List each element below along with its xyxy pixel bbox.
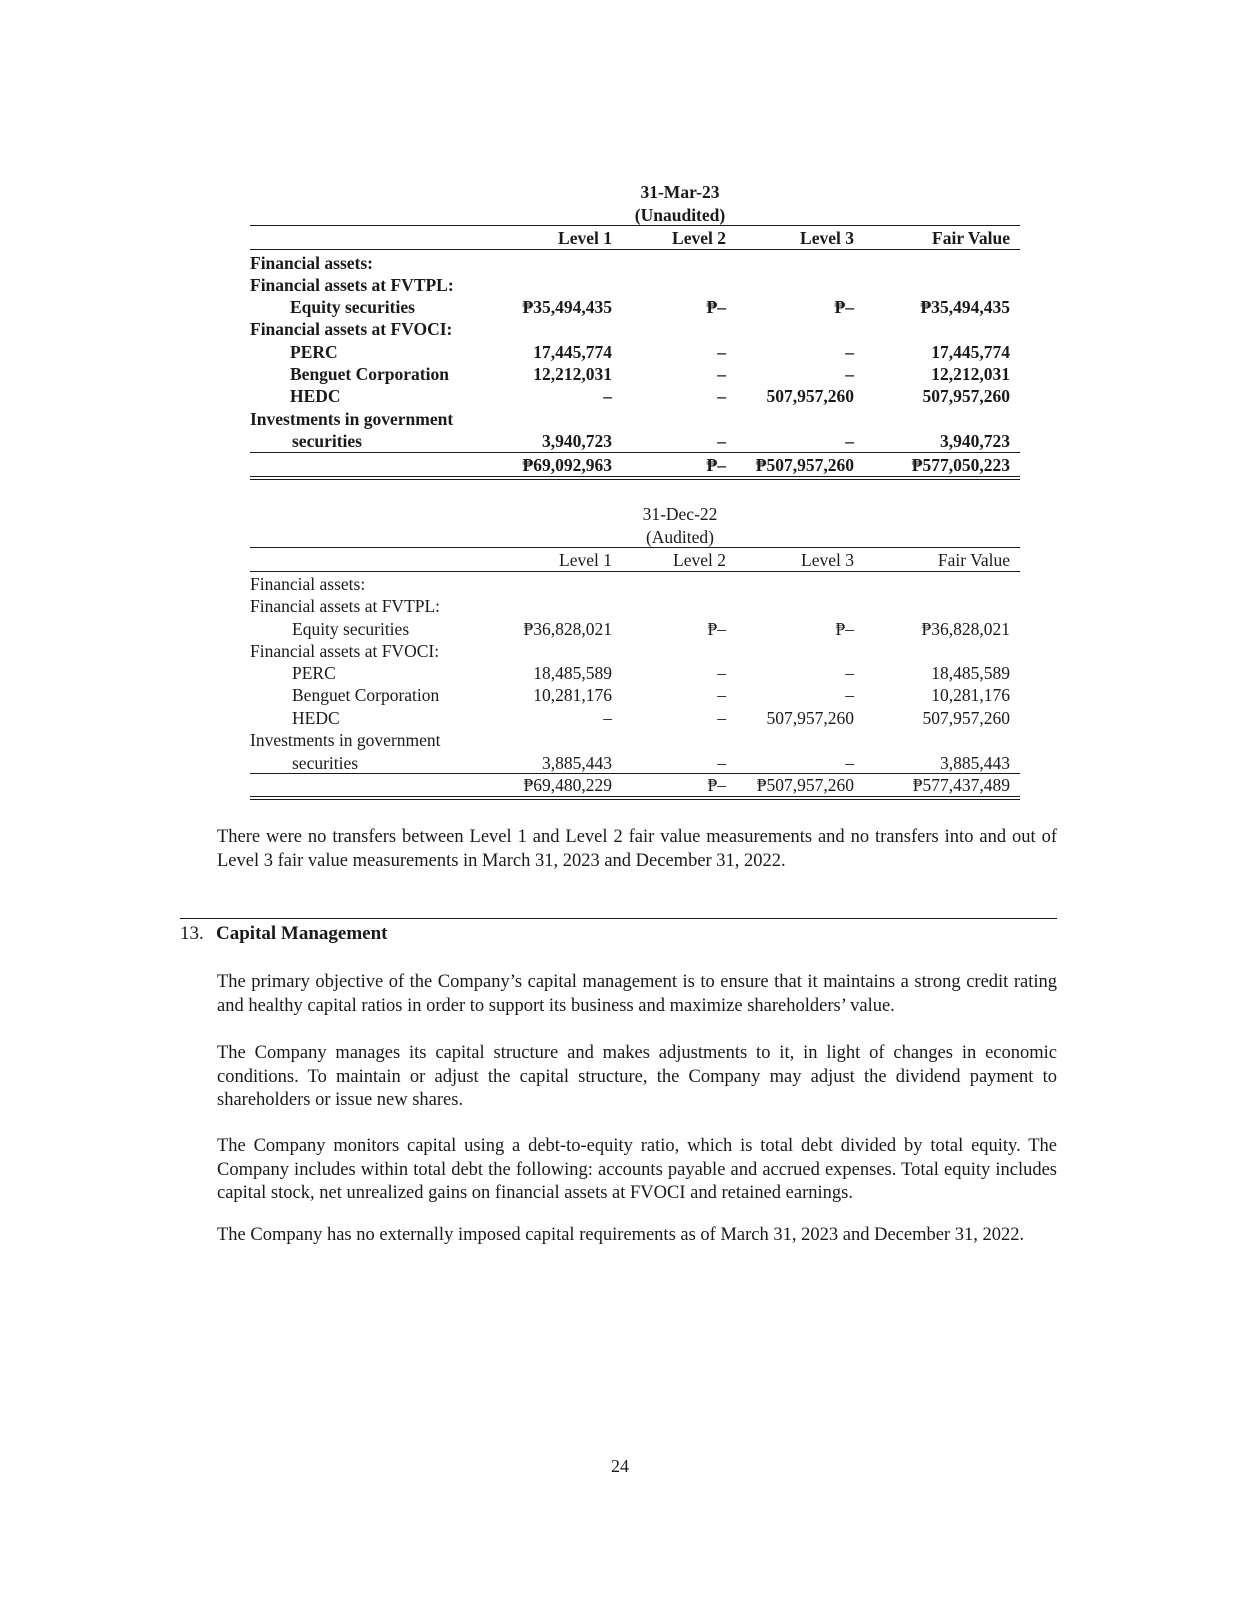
cell-value: – xyxy=(845,431,854,451)
total-value: ₱507,957,260 xyxy=(756,775,854,795)
cell-value: 12,212,031 xyxy=(931,364,1010,384)
column-header-rule xyxy=(250,249,1020,250)
cell-value: ₱35,494,435 xyxy=(920,297,1010,317)
subtotal-rule xyxy=(250,773,1020,774)
cell-value: – xyxy=(717,364,726,384)
cell-value: ₱35,494,435 xyxy=(522,297,612,317)
column-header-level-1: Level 1 xyxy=(559,550,612,570)
cell-value: – xyxy=(717,753,726,773)
total-value: ₱– xyxy=(707,775,726,795)
section-label: Financial assets at FVOCI: xyxy=(250,641,440,661)
section-heading xyxy=(180,923,388,945)
row-label: PERC xyxy=(292,663,336,683)
cell-value: 18,485,589 xyxy=(931,663,1010,683)
column-header-level-2: Level 2 xyxy=(672,228,726,248)
section-label: Financial assets: xyxy=(250,574,366,594)
total-double-rule xyxy=(250,476,1020,480)
section-label: Investments in government xyxy=(250,409,454,429)
cell-value: 3,885,443 xyxy=(940,753,1010,773)
table-date: 31-Dec-22 xyxy=(642,504,718,524)
cell-value: – xyxy=(717,386,726,406)
cell-value: – xyxy=(717,685,726,705)
total-double-rule xyxy=(250,796,1020,800)
column-header-level-2: Level 2 xyxy=(673,550,726,570)
cell-value: ₱– xyxy=(706,297,726,317)
section-divider xyxy=(180,918,1057,919)
column-header-rule xyxy=(250,571,1020,572)
total-value: ₱– xyxy=(706,455,726,475)
cell-value: – xyxy=(717,431,726,451)
transfers-note: There were no transfers between Level 1 and Level 2 fair value measurements and no transfers into and out of Level 3 fair value measurements in March 31, 2023 and December 31, 2022. xyxy=(217,827,1057,871)
row-label: Benguet Corporation xyxy=(290,364,449,384)
row-label: Benguet Corporation xyxy=(292,685,440,705)
cell-value: 12,212,031 xyxy=(533,364,612,384)
paragraph: The Company monitors capital using a debt-to-equity ratio, which is total debt divided by total equity. The Company includes within total debt the following: accounts payable and accrued expenses. Total equity includes capital stock, net unrealized gains on financial assets at FVOCI and retained earnings. xyxy=(217,1136,1057,1203)
total-value: ₱577,050,223 xyxy=(911,455,1010,475)
paragraph: The Company has no externally imposed capital requirements as of March 31, 2023 and December 31, 2022. xyxy=(217,1225,1025,1245)
cell-value: – xyxy=(717,663,726,683)
header-rule xyxy=(250,225,1020,226)
row-label: HEDC xyxy=(292,708,340,728)
cell-value: – xyxy=(845,663,854,683)
column-header-level-1: Level 1 xyxy=(558,228,612,248)
cell-value: 18,485,589 xyxy=(533,663,612,683)
cell-value: ₱– xyxy=(707,619,726,639)
cell-value: – xyxy=(603,708,612,728)
cell-value: – xyxy=(845,685,854,705)
section-label: Financial assets at FVTPL: xyxy=(250,275,454,295)
table-status: (Audited) xyxy=(645,527,715,547)
cell-value: 507,957,260 xyxy=(766,386,854,406)
paragraph: The primary objective of the Company’s capital management is to ensure that it maintains a strong credit rating and healthy capital ratios in order to support its business and maximize shareholders’ value. xyxy=(217,972,1057,1016)
fair-value-table-2022 xyxy=(250,502,1020,802)
section-label: Financial assets at FVOCI: xyxy=(250,319,453,339)
page-number: 24 xyxy=(611,1456,629,1476)
cell-value: 3,940,723 xyxy=(542,431,612,451)
cell-value: 10,281,176 xyxy=(931,685,1010,705)
column-header-fair-value: Fair Value xyxy=(937,550,1010,570)
table-date: 31-Mar-23 xyxy=(640,182,720,202)
cell-value: – xyxy=(717,342,726,362)
cell-value: 17,445,774 xyxy=(931,342,1010,362)
cell-value: – xyxy=(845,364,854,384)
section-number: 13. xyxy=(180,923,204,944)
cell-value: 3,940,723 xyxy=(940,431,1010,451)
table-status: (Unaudited) xyxy=(634,205,726,225)
cell-value: – xyxy=(603,386,612,406)
cell-value: ₱– xyxy=(834,297,854,317)
total-value: ₱577,437,489 xyxy=(912,775,1010,795)
cell-value: – xyxy=(845,753,854,773)
row-label: Equity securities xyxy=(290,297,415,317)
total-value: ₱69,092,963 xyxy=(522,455,612,475)
section-label: Investments in government xyxy=(250,730,441,750)
cell-value: 507,957,260 xyxy=(922,386,1010,406)
row-label: PERC xyxy=(290,342,338,362)
cell-value: ₱36,828,021 xyxy=(921,619,1010,639)
total-value: ₱69,480,229 xyxy=(523,775,612,795)
total-value: ₱507,957,260 xyxy=(755,455,854,475)
paragraph: The Company manages its capital structure and makes adjustments to it, in light of changes in economic conditions. To maintain or adjust the capital structure, the Company may adjust the dividend payment to shareholders or issue new shares. xyxy=(217,1043,1057,1110)
cell-value: – xyxy=(717,708,726,728)
subtotal-rule xyxy=(250,452,1020,453)
cell-value: 10,281,176 xyxy=(533,685,612,705)
row-label: securities xyxy=(292,431,362,451)
fair-value-table-2023 xyxy=(250,180,1020,480)
row-label: Equity securities xyxy=(292,619,410,639)
cell-value: ₱36,828,021 xyxy=(523,619,612,639)
section-label: Financial assets: xyxy=(250,253,373,273)
cell-value: 507,957,260 xyxy=(922,708,1010,728)
column-header-level-3: Level 3 xyxy=(801,550,854,570)
column-header-level-3: Level 3 xyxy=(800,228,854,248)
cell-value: 507,957,260 xyxy=(766,708,854,728)
section-label: Financial assets at FVTPL: xyxy=(250,596,441,616)
cell-value: – xyxy=(845,342,854,362)
row-label: HEDC xyxy=(290,386,341,406)
section-title: Capital Management xyxy=(216,923,388,944)
row-label: securities xyxy=(292,753,359,773)
header-rule xyxy=(250,547,1020,548)
cell-value: ₱– xyxy=(835,619,854,639)
column-header-fair-value: Fair Value xyxy=(932,228,1010,248)
cell-value: 3,885,443 xyxy=(542,753,612,773)
cell-value: 17,445,774 xyxy=(533,342,612,362)
